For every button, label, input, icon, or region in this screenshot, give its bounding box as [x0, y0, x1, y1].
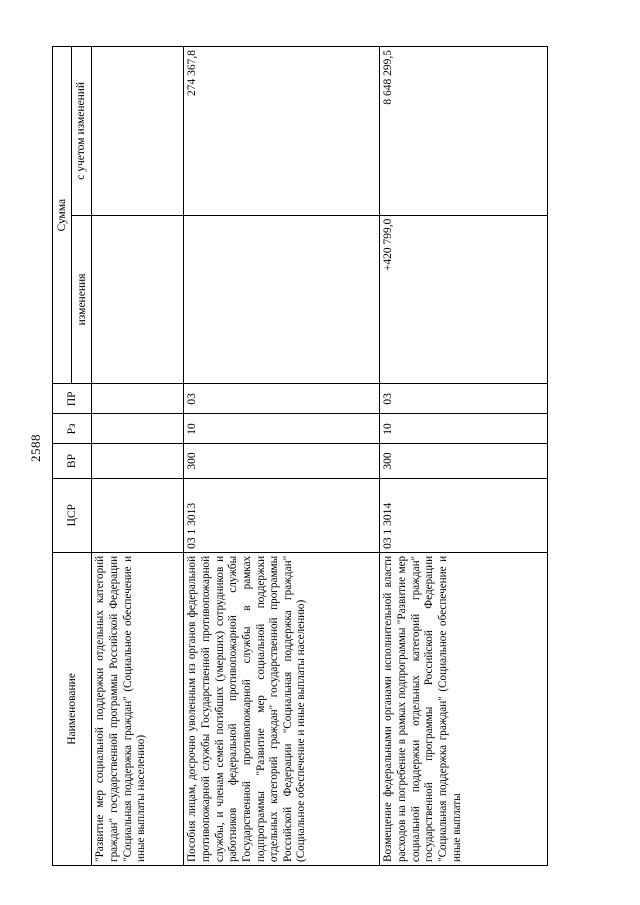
budget-table: [52, 46, 548, 866]
row-pr: 03: [380, 384, 548, 414]
page-number: 2588: [28, 434, 43, 462]
table-body: [92, 47, 548, 866]
table-row: [380, 47, 548, 866]
header-sum-total: с учетом изменений: [72, 47, 92, 216]
header-vr: ВР: [53, 444, 92, 478]
header-csr: ЦСР: [53, 478, 92, 552]
row-total: [92, 47, 184, 216]
row-vr: 300: [380, 444, 548, 478]
table-row: [92, 47, 184, 866]
row-pr: 03: [184, 384, 380, 414]
row-total: 8 648 299,5: [380, 47, 548, 216]
table-row: [184, 47, 380, 866]
row-name: "Развитие мер социальной поддержки отдельных категорий граждан" государственной программы Российской Федерации "Социальная поддержка граждан" (Социальное обеспечение и иные выплаты населению): [92, 552, 184, 865]
row-csr: 03 1 3013: [184, 478, 380, 552]
header-name: Наименование: [53, 552, 92, 865]
row-rz: 10: [380, 414, 548, 444]
row-changes: [92, 215, 184, 384]
header-pr: ПР: [53, 384, 92, 414]
header-sum-group: Сумма: [53, 47, 72, 384]
row-csr: [92, 478, 184, 552]
row-changes: [184, 215, 380, 384]
table-header: [53, 47, 92, 866]
row-pr: [92, 384, 184, 414]
row-rz: [92, 414, 184, 444]
row-name: Пособия лицам, досрочно уволенным из органов федеральной противопожарной службы Государственной противопожарной службы, и членам семей погибших (умерших) сотрудников и работников федеральной противопожарной службы Государственной противопожарной службы в рамках подпрограммы "Развитие мер социальной поддержки отдельных категорий граждан" государственной программы Российской Федерации "Социальная поддержка граждан" (Социальное обеспечение и иные выплаты населению): [184, 552, 380, 865]
row-vr: [92, 444, 184, 478]
row-total: 274 367,8: [184, 47, 380, 216]
row-name: Возмещение федеральными органами исполнительной власти расходов на погребение в рамках подпрограммы "Развитие мер социальной поддержки отдельных категорий граждан" государственной программы Российской Федерации "Социальная поддержка граждан" (Социальное обеспечение и иные выплаты: [380, 552, 548, 865]
row-csr: 03 1 3014: [380, 478, 548, 552]
header-sum-changes: изменения: [72, 215, 92, 384]
header-rz: Рз: [53, 414, 92, 444]
row-vr: 300: [184, 444, 380, 478]
rotated-table-container: [52, 46, 548, 866]
row-rz: 10: [184, 414, 380, 444]
row-changes: +420 799,0: [380, 215, 548, 384]
